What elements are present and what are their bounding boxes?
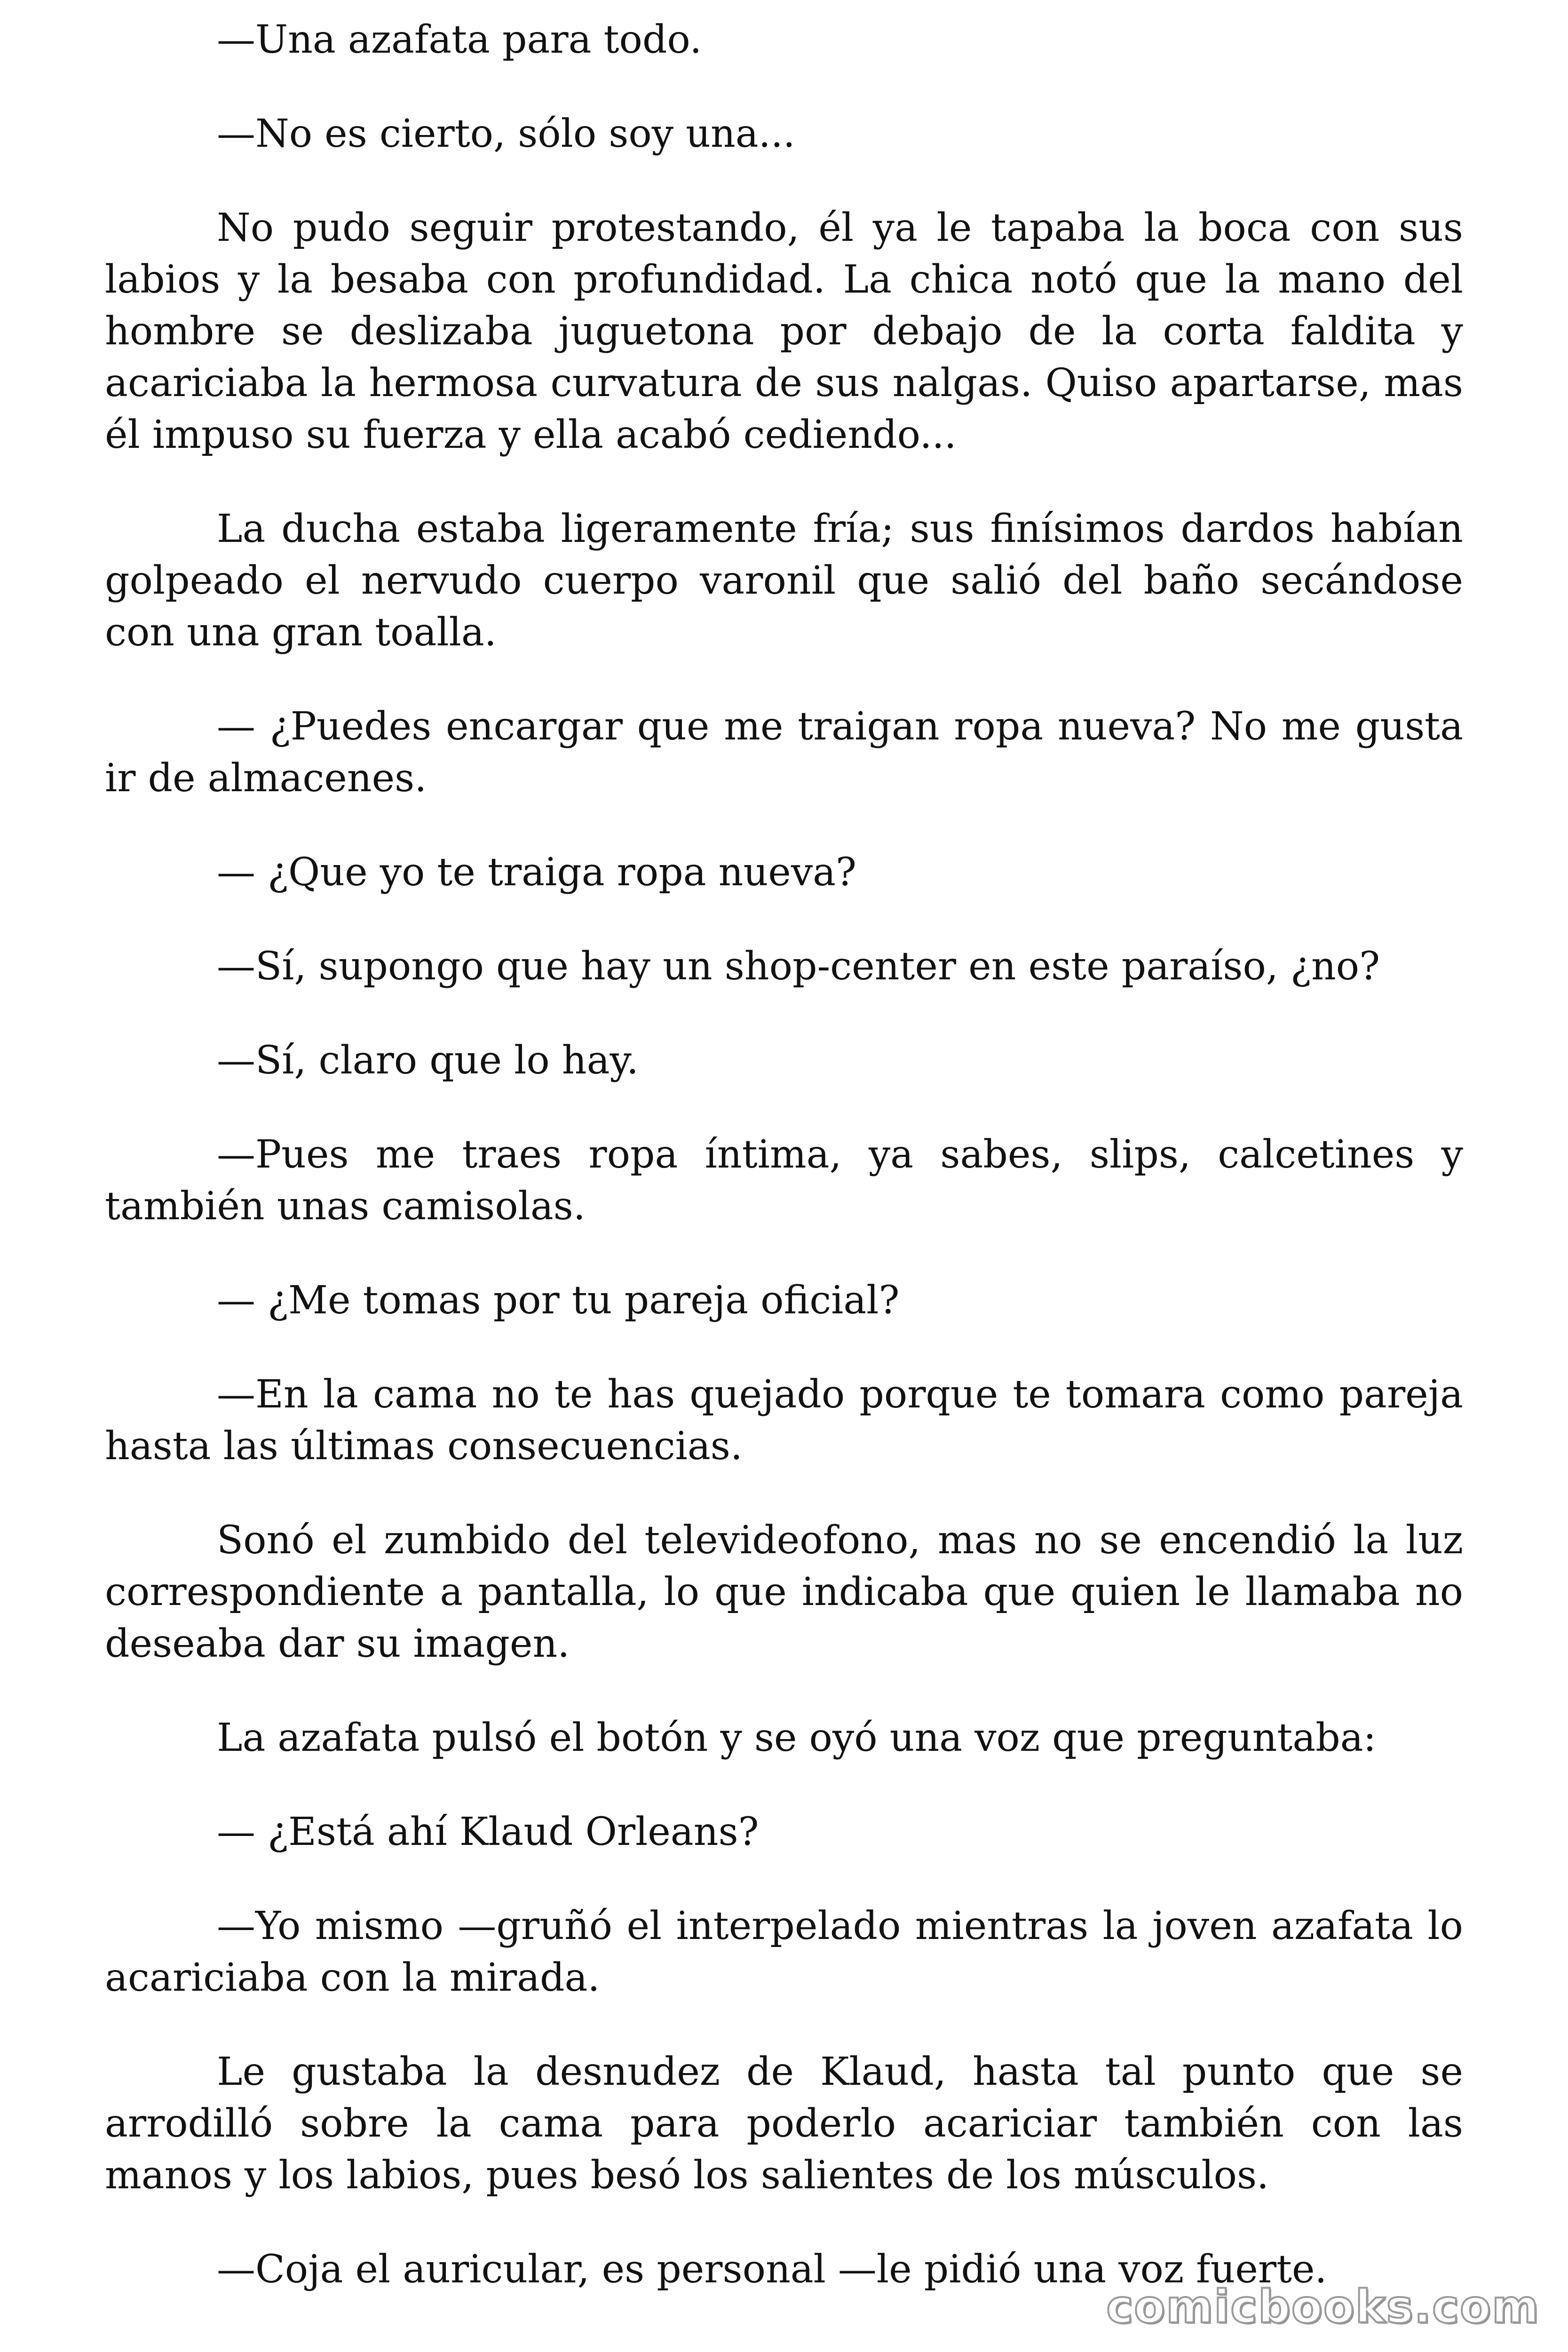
paragraph: No pudo seguir protestando, él ya le tapaba la boca con sus labios y la besaba con profundidad. La chica notó que la mano del hombre se deslizaba juguetona por debajo de la corta faldita y acariciaba la hermosa curvatura de sus nalgas. Quiso apartarse, mas él impuso su fuerza y ella acabó cediendo... [105,206,1463,457]
paragraph: Sonó el zumbido del televideofono, mas no se encendió la luz correspondiente a pantalla, lo que indicaba que quien le llamaba no deseaba dar su imagen. [105,1518,1463,1666]
paragraph: — ¿Está ahí Klaud Orleans? [217,1810,759,1854]
book-page [105,14,1463,2296]
paragraph: Le gustaba la desnudez de Klaud, hasta tal punto que se arrodilló sobre la cama para poderlo acariciar también con las manos y los labios, pues besó los salientes de los músculos. [105,2050,1463,2198]
paragraph: —Pues me traes ropa íntima, ya sabes, slips, calcetines y también unas camisolas. [105,1132,1463,1229]
paragraph: —Coja el auricular, es personal —le pidió una voz fuerte. [217,2247,1327,2292]
watermark-logo: comicbooks.com [1106,2280,1540,2333]
paragraph: —Yo mismo —gruñó el interpelado mientras la joven azafata lo acariciaba con la mirada. [105,1904,1463,2000]
paragraph: —Sí, supongo que hay un shop-center en este paraíso, ¿no? [217,944,1380,989]
paragraph: —No es cierto, sólo soy una... [217,111,795,156]
paragraph: — ¿Puedes encargar que me traigan ropa nueva? No me gusta ir de almacenes. [105,704,1463,801]
paragraph: La azafata pulsó el botón y se oyó una voz que preguntaba: [217,1716,1377,1760]
paragraph: —Sí, claro que lo hay. [217,1038,639,1083]
paragraph: — ¿Que yo te traiga ropa nueva? [217,850,857,895]
paragraph: La ducha estaba ligeramente fría; sus finísimos dardos habían golpeado el nervudo cuerpo varonil que salió del baño secándose con una gran toalla. [105,507,1463,655]
paragraph: — ¿Me tomas por tu pareja oficial? [217,1278,900,1323]
paragraph: —Una azafata para todo. [217,17,702,62]
paragraph: —En la cama no te has quejado porque te tomara como pareja hasta las últimas consecuencias. [105,1372,1463,1469]
